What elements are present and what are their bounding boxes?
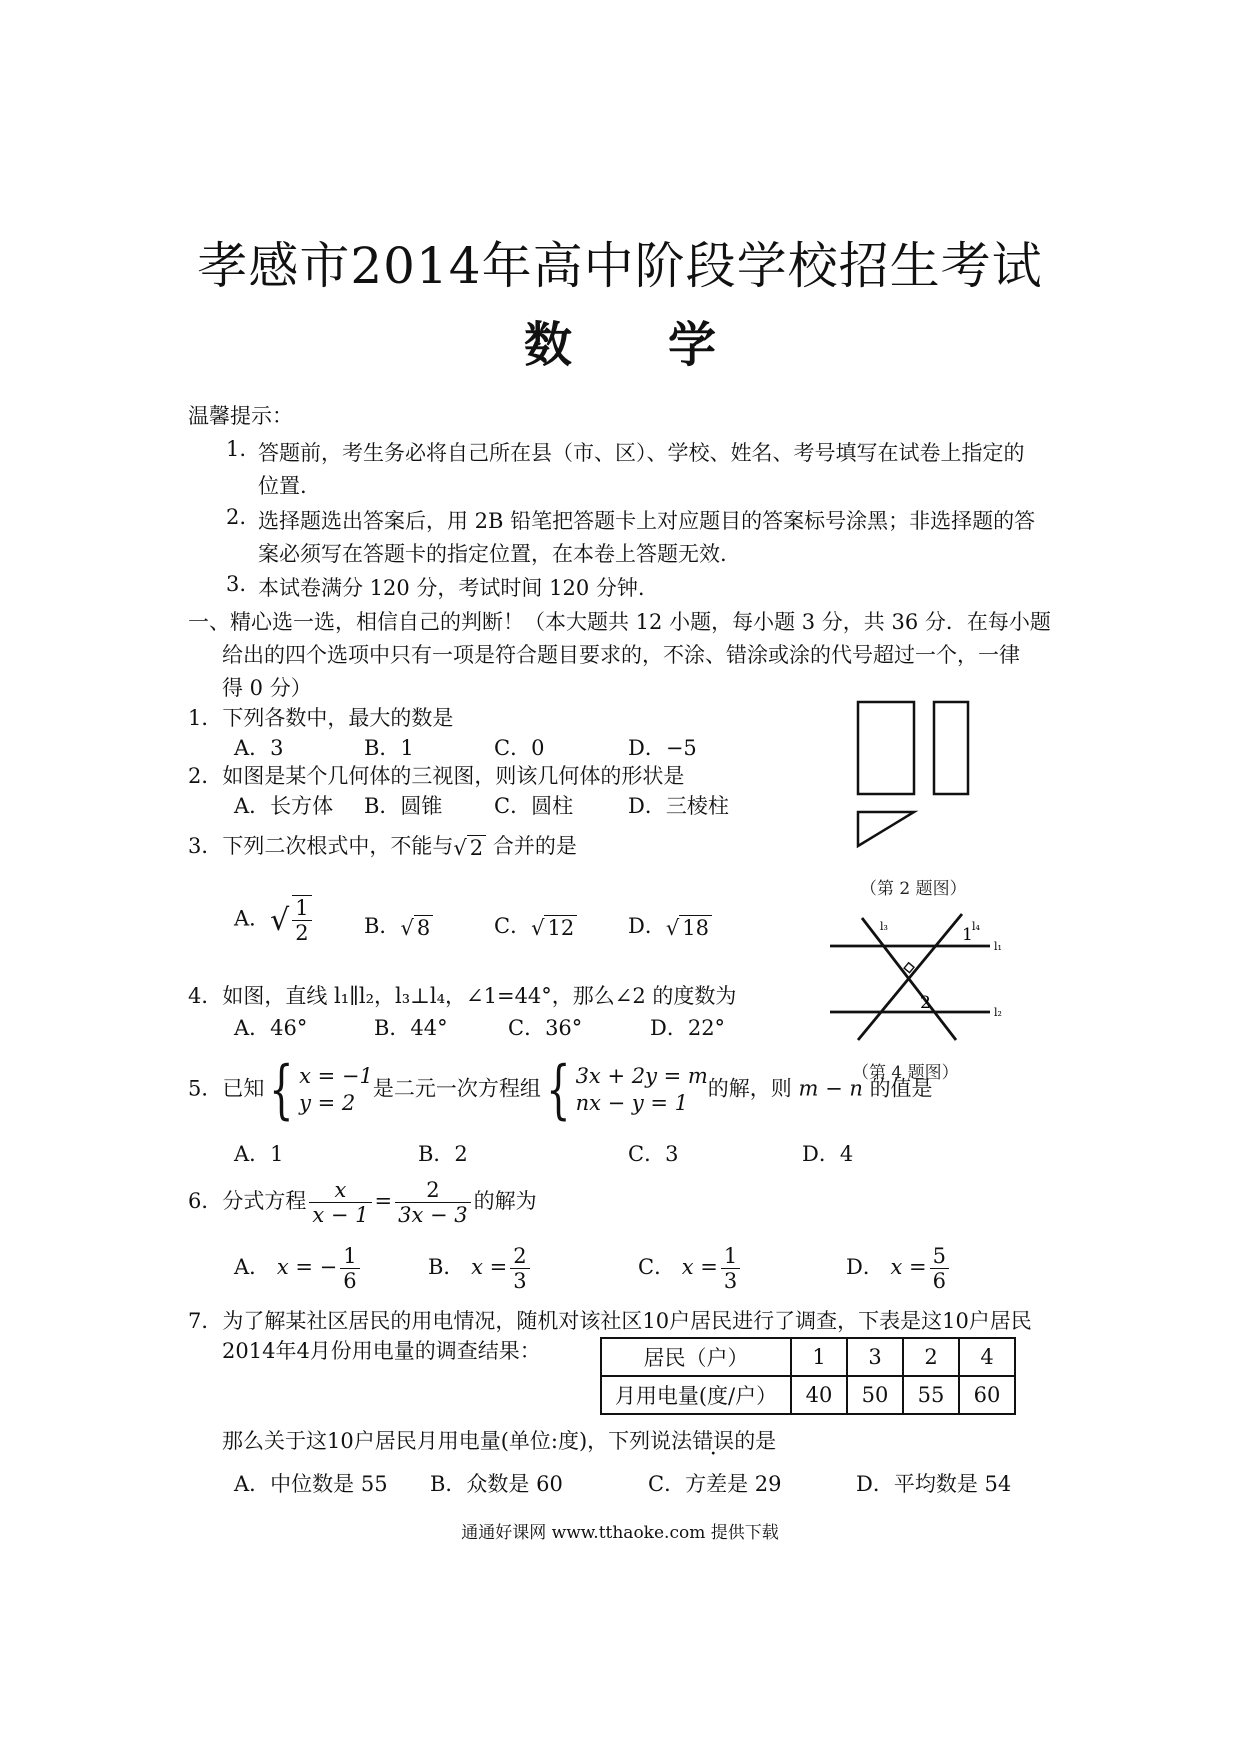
q6-a-den: 6 [343,1269,357,1294]
q3-stem-pre: 3．下列二次根式中，不能与 [188,834,454,858]
q3-d-label: D． [628,914,666,938]
q3-option-b: B．√ 8 [364,910,433,940]
q5-expr: m − n [798,1076,863,1101]
q7-line3-post: 的是 [734,1429,777,1453]
table-cell: 40 [791,1376,847,1414]
q3-a-den: 2 [295,921,309,946]
q1-option-c: C．0 [494,736,545,760]
q5-option-a: A．1 [234,1142,284,1166]
q7-option-d: D．平均数是 54 [856,1472,1012,1496]
electricity-table [600,1337,1016,1415]
top-view-triangle [858,812,914,846]
table-cell: 4 [959,1338,1015,1376]
notice-2-line2: 案必须写在答题卡的指定位置，在本卷上答题无效. [258,542,727,566]
q6-b-den: 3 [513,1269,527,1294]
q5-pre: 5．已知 [188,1076,265,1101]
subject-title: 数 学 [523,317,716,373]
q6-l-num: x [309,1178,371,1203]
q6-b-num: 2 [510,1244,529,1269]
q2-option-a: A．长方体 [234,794,334,818]
q3-d-radicand: 18 [679,915,712,940]
q1-option-a: A．3 [234,736,284,760]
right-angle-mark [904,963,914,973]
q4-option-d: D．22° [650,1016,726,1040]
table-cell: 3 [847,1338,903,1376]
q6-stem [188,1178,537,1227]
q3-b-radicand: 8 [414,915,433,940]
notice-heading: 温馨提示： [188,404,293,428]
q6-pre: 6．分式方程 [188,1189,307,1214]
q6-r-num: 2 [395,1178,471,1203]
q7-emphasis-wrong: 错误 [692,1429,735,1453]
q3-stem-post: 合并的是 [492,834,577,858]
table-row [601,1376,1015,1414]
notice-2-line1: 选择题选出答案后，用 2B 铅笔把答题卡上对应题目的答案标号涂黑；非选择题的答 [258,509,1036,533]
angle-1-label: 1 [962,925,973,945]
q6-c-num: 1 [721,1244,740,1269]
q7-line2: 2014年4月份用电量的调查结果： [222,1339,541,1363]
q7-option-a: A．中位数是 55 [234,1472,388,1496]
q2-figure-caption: （第 2 题图） [860,879,967,899]
q3-b-label: B． [364,914,401,938]
q5-equation-system [576,1063,708,1118]
q5-option-b: B．2 [418,1142,468,1166]
q5-eq2: nx − y = 1 [575,1091,689,1115]
q1-option-b: B．1 [364,736,414,760]
q3-c-radicand: 12 [544,915,577,940]
side-view-rect [934,702,968,794]
q3-option-a: A．√ $\frac{1}{2}$ [234,895,315,945]
q2-stem: 2．如图是某个几何体的三视图，则该几何体的形状是 [188,764,685,788]
q6-option-a [234,1244,363,1293]
q3-c-label: C． [494,914,532,938]
q6-d-num: 5 [930,1244,949,1269]
q7-line3 [222,1425,776,1455]
q6-a-label: A． [234,1255,271,1280]
q5-stem: 5．已知{ x = −1 y = 2 是二元一次方程组{ 3x + 2y = m nx − y = 1 的解，则 m − n 的值是 [188,1053,933,1127]
q6-left-fraction [309,1178,371,1227]
q6-eq: = [374,1189,393,1214]
q6-option-c [638,1244,743,1293]
q6-b-label: B． [428,1255,465,1280]
notice-1-line1: 答题前，考生务必将自己所在县（市、区）、学校、姓名、考号填写在试卷上指定的 [258,441,1025,465]
q6-a-num: 1 [340,1244,359,1269]
angle-2-label: 2 [920,993,931,1013]
l1-label: l₁ [994,940,1002,953]
q6-a-x: x = − [276,1255,338,1280]
q7-line3-pre: 那么关于这10户居民月用电量(单位:度)，下列说法 [222,1429,693,1453]
q6-c-label: C． [638,1255,676,1280]
footer-source: 通通好课网 www.tthaoke.com 提供下载 [461,1523,779,1543]
notice-2-num: 2. [226,505,247,529]
section1-line1: 一、精心选一选，相信自己的判断！（本大题共 12 小题，每小题 3 分，共 36 分．在每小题 [188,610,1051,634]
q7-option-c: C．方差是 29 [648,1472,782,1496]
notice-1-line2: 位置. [258,474,307,498]
q4-lines-figure [820,900,1010,1050]
q5-post: 的解，则 [707,1076,792,1101]
q4-figure-caption: （第 4 题图） [852,1063,959,1083]
q5-eq1: 3x + 2y = m [575,1063,708,1088]
table-cell: 2 [903,1338,959,1376]
q1-stem: 1．下列各数中，最大的数是 [188,706,454,730]
q3-a-label: A． [234,906,271,931]
q6-r-den: 3x − 3 [398,1203,468,1228]
q1-option-d: D．−5 [628,736,697,760]
q2-option-c: C．圆柱 [494,794,574,818]
q6-c-x: x = [681,1255,718,1280]
l4-label: l₄ [972,920,980,933]
section1-line3: 得 0 分） [222,676,312,700]
table-cell: 50 [847,1376,903,1414]
q5-post2: 的值是 [869,1076,933,1101]
q5-sol1: x = −1 [299,1063,373,1088]
q6-l-den: x − 1 [312,1203,369,1228]
q6-d-den: 6 [932,1269,947,1294]
q2-option-b: B．圆锥 [364,794,443,818]
table-header-households: 居民（户） [601,1338,791,1376]
q4-option-a: A．46° [234,1016,308,1040]
page-title: 孝感市2014年高中阶段学校招生考试 [197,237,1043,295]
q7-option-b: B．众数是 60 [430,1472,563,1496]
q6-right-fraction [395,1178,471,1227]
q6-d-x: x = [890,1255,927,1280]
q5-mid: 是二元一次方程组 [372,1076,541,1101]
q3-option-d: D．√ 18 [628,910,712,940]
table-row [601,1338,1015,1376]
notice-1-num: 1. [226,437,247,461]
q3-a-num: 1 [292,896,311,921]
q4-stem: 4．如图，直线 l₁∥l₂，l₃⊥l₄，∠1=44°，那么∠2 的度数为 [188,984,737,1008]
q7-line1: 7．为了解某社区居民的用电情况，随机对该社区10户居民进行了调查，下表是这10户居民 [188,1309,1032,1333]
q6-post: 的解为 [473,1189,537,1214]
q6-option-d [846,1244,952,1293]
q4-option-b: B．44° [374,1016,448,1040]
q6-d-label: D． [846,1255,884,1280]
q5-solution-system [299,1063,373,1118]
q4-option-c: C．36° [508,1016,583,1040]
q3-stem-radical: √ 2 [453,836,486,860]
q2-three-view-figure [856,700,976,860]
table-cell: 60 [959,1376,1015,1414]
q3-stem [188,830,577,860]
q6-b-x: x = [471,1255,508,1280]
section1-line2: 给出的四个选项中只有一项是符合题目要求的，不涂、错涂或涂的代号超过一个，一律 [222,643,1020,667]
q6-option-b [428,1244,533,1293]
l3-label: l₃ [880,920,888,933]
q2-option-d: D．三棱柱 [628,794,729,818]
notice-3-line1: 本试卷满分 120 分，考试时间 120 分钟. [258,576,645,600]
q3-a-fraction [292,895,311,945]
l2-label: l₂ [994,1006,1002,1019]
front-view-rect [858,702,914,794]
q5-option-c: C．3 [628,1142,679,1166]
q3-option-c: C．√ 12 [494,910,577,940]
notice-3-num: 3. [226,572,247,596]
q5-option-d: D．4 [802,1142,854,1166]
q6-c-den: 3 [723,1269,738,1294]
table-cell: 55 [903,1376,959,1414]
table-header-usage: 月用电量(度/户） [601,1376,791,1414]
table-cell: 1 [791,1338,847,1376]
q5-sol2: y = 2 [299,1091,356,1115]
q3-stem-radicand: 2 [467,835,486,860]
